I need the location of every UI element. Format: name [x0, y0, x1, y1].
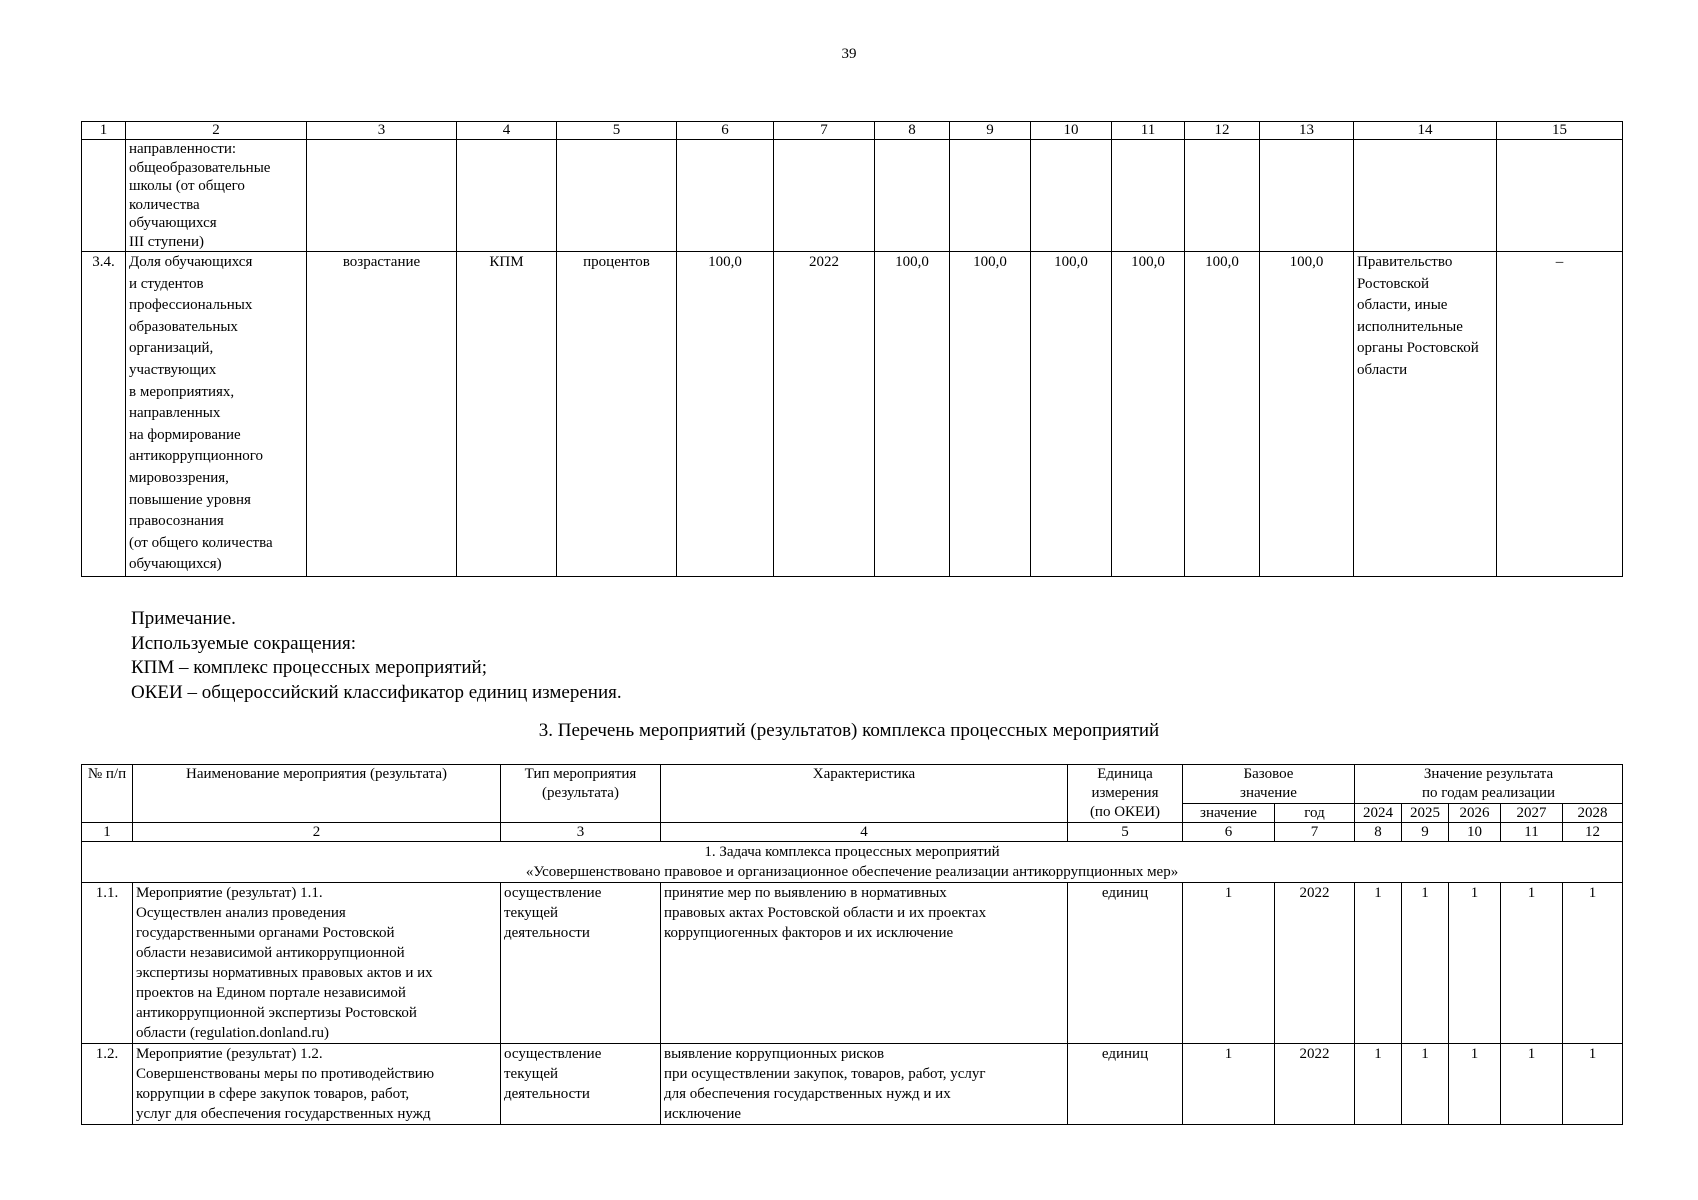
- column-number: 8: [1355, 823, 1402, 842]
- column-number: 1: [82, 823, 133, 842]
- value-cell: 1: [1449, 1044, 1501, 1125]
- empty-cell: [1354, 140, 1497, 252]
- value-cell: 1: [1402, 883, 1449, 1044]
- trend-cell: возрастание: [307, 252, 457, 577]
- text-line: Единица: [1097, 766, 1153, 782]
- text-line: области, иные: [1357, 297, 1448, 314]
- value-cell: 100,0: [1260, 252, 1354, 577]
- text-line: для обеспечения государственных нужд и их: [664, 1086, 951, 1102]
- column-number: 12: [1563, 823, 1623, 842]
- activity-characteristic: [661, 883, 1068, 1044]
- text-line: правосознания: [129, 513, 224, 530]
- header-year: 2025: [1402, 804, 1449, 823]
- header-characteristic: Характеристика: [661, 765, 1068, 823]
- activities-table: [81, 764, 1623, 1125]
- header-year: 2028: [1563, 804, 1623, 823]
- empty-cell: [1260, 140, 1354, 252]
- text-line: обучающихся: [129, 215, 217, 231]
- header-base: [1183, 765, 1355, 804]
- text-line: исполнительные: [1357, 318, 1463, 335]
- text-line: коррупции в сфере закупок товаров, работ,: [136, 1086, 410, 1102]
- header-name: Наименование мероприятия (результата): [133, 765, 501, 823]
- column-number: 13: [1260, 122, 1354, 140]
- activity-type: [501, 883, 661, 1044]
- text-line: антикоррупционной экспертизы Ростовской: [136, 1005, 417, 1021]
- text-line: Базовое: [1243, 766, 1294, 782]
- column-number: 10: [1449, 823, 1501, 842]
- header-year: 2024: [1355, 804, 1402, 823]
- row-number: 3.4.: [82, 252, 126, 577]
- text-line: обучающихся): [129, 556, 222, 573]
- base-value-cell: 1: [1183, 1044, 1275, 1125]
- value-cell: 100,0: [1112, 252, 1185, 577]
- base-year-cell: 2022: [774, 252, 875, 577]
- indicators-table: [81, 121, 1623, 577]
- text-line: Доля обучающихся: [129, 254, 253, 270]
- value-cell: 100,0: [875, 252, 950, 577]
- column-number: 4: [457, 122, 557, 140]
- value-cell: 1: [1563, 1044, 1623, 1125]
- column-number: 7: [774, 122, 875, 140]
- column-number: 15: [1497, 122, 1623, 140]
- value-cell: 1: [1402, 1044, 1449, 1125]
- value-cell: 100,0: [950, 252, 1031, 577]
- text-line: проектов на Едином портале независимой: [136, 985, 406, 1001]
- text-line: в мероприятиях,: [129, 383, 235, 400]
- column-number: 11: [1112, 122, 1185, 140]
- header-year: 2027: [1501, 804, 1563, 823]
- column-number: 12: [1185, 122, 1260, 140]
- notes-block: [131, 607, 622, 705]
- value-cell: 1: [1355, 883, 1402, 1044]
- column-number: 6: [1183, 823, 1275, 842]
- empty-cell: [457, 140, 557, 252]
- responsible-cell: [1354, 252, 1497, 577]
- column-number: 10: [1031, 122, 1112, 140]
- column-number: 9: [1402, 823, 1449, 842]
- header-unit: [1068, 765, 1183, 823]
- abbreviation-kpm: КПМ – комплекс процессных мероприятий;: [131, 657, 487, 678]
- text-line: мировоззрения,: [129, 469, 229, 486]
- text-line: количества: [129, 196, 200, 213]
- column-number: 5: [557, 122, 677, 140]
- table-header-row: [82, 122, 1623, 140]
- text-line: на формирование: [129, 426, 241, 443]
- value-cell: 100,0: [1185, 252, 1260, 577]
- empty-cell: [875, 140, 950, 252]
- table-row: [82, 883, 1623, 1044]
- activity-characteristic: [661, 1044, 1068, 1125]
- text-line: Ростовской: [1357, 275, 1430, 292]
- table-row: [82, 252, 1623, 577]
- text-line: организаций,: [129, 340, 214, 357]
- value-cell: 100,0: [1031, 252, 1112, 577]
- text-line: области: [1357, 361, 1408, 378]
- empty-cell: [774, 140, 875, 252]
- column-number: 9: [950, 122, 1031, 140]
- text-line: измерения: [1091, 785, 1159, 801]
- text-line: по годам реализации: [1422, 785, 1555, 801]
- column-number: 2: [126, 122, 307, 140]
- text-line: экспертизы нормативных правовых актов и их: [136, 965, 433, 981]
- column-number: 2: [133, 823, 501, 842]
- header-base-year: год: [1275, 804, 1355, 823]
- text-line: исключение: [664, 1106, 742, 1122]
- text-line: государственными органами Ростовской: [136, 925, 395, 941]
- text-line: Правительство: [1357, 254, 1453, 270]
- base-value-cell: 100,0: [677, 252, 774, 577]
- text-line: направленных: [129, 405, 221, 422]
- text-line: осуществление: [504, 1046, 602, 1062]
- empty-cell: [557, 140, 677, 252]
- text-line: текущей: [504, 1066, 559, 1082]
- empty-cell: [677, 140, 774, 252]
- column-number: 6: [677, 122, 774, 140]
- column-number: 3: [307, 122, 457, 140]
- notes-title: Примечание.: [131, 608, 236, 629]
- text-line: образовательных: [129, 318, 238, 335]
- text-line: деятельности: [504, 925, 590, 941]
- indicator-name: [126, 140, 307, 252]
- empty-cell: [307, 140, 457, 252]
- base-year-cell: 2022: [1275, 1044, 1355, 1125]
- text-line: 1. Задача комплекса процессных мероприятий: [704, 844, 1000, 860]
- empty-cell: [1185, 140, 1260, 252]
- base-value-cell: 1: [1183, 883, 1275, 1044]
- text-line: деятельности: [504, 1086, 590, 1102]
- header-result: [1355, 765, 1623, 804]
- text-line: и студентов: [129, 275, 204, 292]
- text-line: (по ОКЕИ): [1089, 804, 1161, 820]
- table-row: [82, 140, 1623, 252]
- text-line: общеобразовательные: [129, 159, 271, 176]
- text-line: области (regulation.donland.ru): [136, 1025, 330, 1041]
- text-line: коррупциогенных факторов и их исключение: [664, 925, 954, 941]
- empty-cell: [1031, 140, 1112, 252]
- text-line: Мероприятие (результат) 1.1.: [136, 885, 323, 901]
- column-number: 8: [875, 122, 950, 140]
- column-numbers-row: [82, 823, 1623, 842]
- value-cell: 1: [1501, 1044, 1563, 1125]
- row-number: 1.2.: [82, 1044, 133, 1125]
- column-number: 11: [1501, 823, 1563, 842]
- header-base-value: значение: [1183, 804, 1275, 823]
- empty-cell: [1112, 140, 1185, 252]
- text-line: правовых актах Ростовской области и их проектах: [664, 905, 987, 921]
- text-line: Осуществлен анализ проведения: [136, 905, 346, 921]
- header-num: № п/п: [82, 765, 133, 823]
- column-number: 4: [661, 823, 1068, 842]
- text-line: направленности:: [129, 141, 237, 157]
- task-row: [82, 842, 1623, 883]
- section-title: 3. Перечень мероприятий (результатов) комплекса процессных мероприятий: [538, 720, 1160, 741]
- row-number: 1.1.: [82, 883, 133, 1044]
- unit-cell: процентов: [557, 252, 677, 577]
- unit-cell: единиц: [1068, 1044, 1183, 1125]
- abbreviation-okei: ОКЕИ – общероссийский классификатор единиц измерения.: [131, 681, 622, 703]
- text-line: повышение уровня: [129, 491, 251, 508]
- text-line: школы (от общего: [129, 178, 245, 194]
- task-title: [82, 842, 1623, 883]
- text-line: участвующих: [129, 361, 217, 378]
- text-line: области независимой антикоррупционной: [136, 945, 405, 961]
- value-cell: 1: [1355, 1044, 1402, 1125]
- text-line: антикоррупционного: [129, 448, 264, 465]
- column-number: 1: [82, 122, 126, 140]
- text-line: выявление коррупционных рисков: [664, 1046, 885, 1062]
- text-line: III ступени): [129, 233, 204, 250]
- level-cell: КПМ: [457, 252, 557, 577]
- empty-cell: [1497, 140, 1623, 252]
- base-year-cell: 2022: [1275, 883, 1355, 1044]
- column-number: 3: [501, 823, 661, 842]
- text-line: услуг для обеспечения государственных нужд: [136, 1106, 431, 1122]
- indicator-name: [126, 252, 307, 577]
- activity-name: [133, 1044, 501, 1125]
- text-line: органы Ростовской: [1357, 340, 1479, 357]
- text-line: профессиональных: [129, 297, 253, 314]
- activity-type: [501, 1044, 661, 1125]
- empty-cell: [82, 140, 126, 252]
- header-year: 2026: [1449, 804, 1501, 823]
- text-line: при осуществлении закупок, товаров, работ, услуг: [664, 1066, 986, 1082]
- text-line: текущей: [504, 905, 559, 921]
- abbreviations-title: Используемые сокращения:: [131, 632, 356, 654]
- text-line: Значение результата: [1423, 766, 1554, 782]
- info-system-cell: –: [1497, 252, 1623, 577]
- text-line: (от общего количества: [129, 534, 273, 551]
- column-number: 5: [1068, 823, 1183, 842]
- value-cell: 1: [1563, 883, 1623, 1044]
- activity-name: [133, 883, 501, 1044]
- empty-cell: [950, 140, 1031, 252]
- page-number: 39: [841, 46, 857, 62]
- unit-cell: единиц: [1068, 883, 1183, 1044]
- value-cell: 1: [1449, 883, 1501, 1044]
- column-number: 7: [1275, 823, 1355, 842]
- header-type: Тип мероприятия (результата): [501, 765, 661, 823]
- text-line: принятие мер по выявлению в нормативных: [664, 885, 947, 901]
- value-cell: 1: [1501, 883, 1563, 1044]
- table-row: [82, 1044, 1623, 1125]
- text-line: Мероприятие (результат) 1.2.: [136, 1046, 323, 1062]
- text-line: осуществление: [504, 885, 602, 901]
- text-line: Совершенствованы меры по противодействию: [136, 1066, 435, 1082]
- text-line: «Усовершенствовано правовое и организационное обеспечение реализации антикоррупционных мер»: [525, 864, 1179, 880]
- text-line: значение: [1240, 785, 1297, 801]
- column-number: 14: [1354, 122, 1497, 140]
